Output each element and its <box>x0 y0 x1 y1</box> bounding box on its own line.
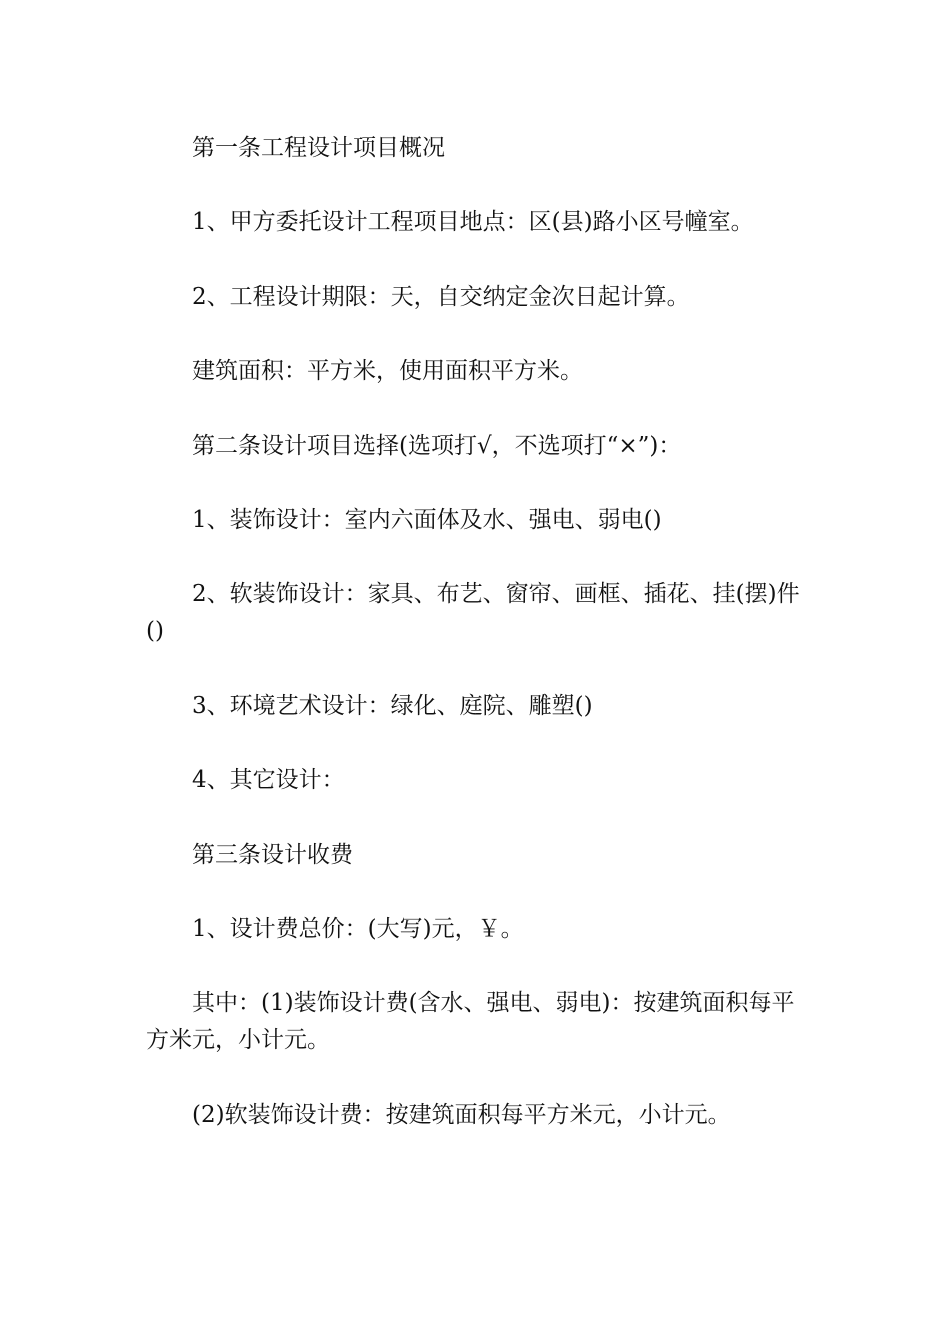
paragraph: 其中：(1)装饰设计费(含水、强电、弱电)：按建筑面积每平方米元，小计元。 <box>146 990 795 1054</box>
paragraph: (2)软装饰设计费：按建筑面积每平方米元，小计元。 <box>192 1101 731 1128</box>
paragraph: 1、甲方委托设计工程项目地点：区(县)路小区号幢室。 <box>192 209 754 236</box>
paragraph: 建筑面积：平方米，使用面积平方米。 <box>192 358 583 385</box>
paragraph: 4、其它设计： <box>192 767 345 794</box>
paragraph: 1、装饰设计：室内六面体及水、强电、弱电() <box>192 506 662 533</box>
section-heading-1: 第一条工程设计项目概况 <box>192 135 445 161</box>
document-body <box>146 130 811 1171</box>
paragraph: 3、环境艺术设计：绿化、庭院、雕塑() <box>192 692 593 719</box>
section-heading-3: 第三条设计收费 <box>192 841 353 868</box>
section-heading-2: 第二条设计项目选择(选项打√，不选项打“×”)： <box>192 432 682 459</box>
paragraph: 1、设计费总价：(大写)元，￥。 <box>192 915 524 942</box>
paragraph: 2、工程设计期限：天，自交纳定金次日起计算。 <box>192 283 690 310</box>
paragraph: 2、软装饰设计：家具、布艺、窗帘、画框、插花、挂(摆)件() <box>146 581 800 645</box>
